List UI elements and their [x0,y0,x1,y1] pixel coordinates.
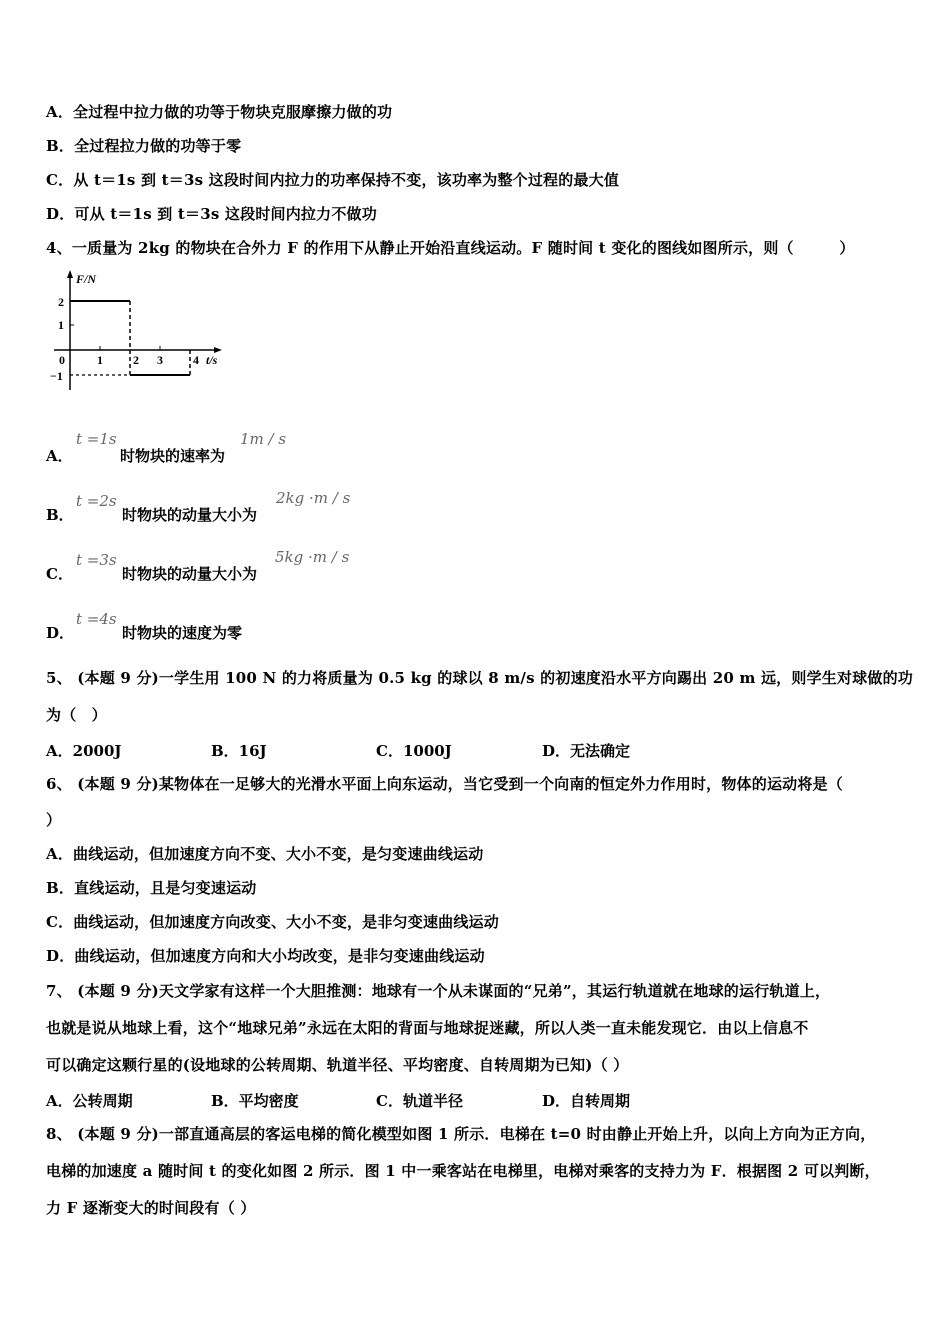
q7-option-d: D．自转周期 [542,1092,631,1110]
y-axis-label: F/N [76,272,97,286]
q5-stem-line1: 5、 (本题 9 分)一学生用 100 N 的力将质量为 0.5 kg 的球以 8 m/s 的初速度沿水平方向踢出 20 m 远，则学生对球做的功 [46,669,913,687]
q4-stem: 4、一质量为 2kg 的物块在合外力 F 的作用下从静止开始沿直线运动。F 随时间 t 变化的图线如图所示，则（ ） [46,239,855,257]
q4-option-a-math-time: t =1s [76,430,117,448]
q3-option-c: C．从 t＝1s 到 t＝3s 这段时间内拉力的功率保持不变，该功率为整个过程的最大值 [46,171,620,189]
y-axis-arrow [67,270,73,278]
q5-stem-line2: 为（ ） [46,706,107,724]
q4-option-b-text: 时物块的动量大小为 [122,506,258,524]
q6-option-a: A．曲线运动，但加速度方向不变、大小不变，是匀变速曲线运动 [46,845,484,863]
y-tick-label-neg1: −1 [50,369,63,383]
q8-stem-line2: 电梯的加速度 a 随时间 t 的变化如图 2 所示．图 1 中一乘客站在电梯里，电梯对乘客的支持力为 F．根据图 2 可以判断， [46,1162,880,1180]
q4-option-a-math-value: 1m / s [240,430,287,448]
q8-stem-line1: 8、 (本题 9 分)一部直通高层的客运电梯的简化模型如图 1 所示．电梯在 t=0 时由静止开始上升，以向上方向为正方向， [46,1125,876,1143]
q6-stem-line2: ） [46,811,62,829]
x-tick-label-1: 1 [97,353,103,367]
q5-options [46,740,906,760]
q6-stem-line1: 6、 (本题 9 分)某物体在一足够大的光滑水平面上向东运动，当它受到一个向南的恒定外力作用时，物体的运动将是（ [46,775,843,793]
q7-stem-line1: 7、 (本题 9 分)天文学家有这样一个大胆推测：地球有一个从未谋面的“兄弟”，其运行轨道就在地球的运行轨道上， [46,982,831,1000]
q4-option-b-math-value: 2kg ·m / s [276,489,351,507]
q6-option-b: B．直线运动，且是匀变速运动 [46,879,257,897]
q5-option-a: A．2000J [46,742,122,760]
q5-option-d: D．无法确定 [542,742,631,760]
q4-option-d-text: 时物块的速度为零 [122,624,243,642]
q4-option-c-math-value: 5kg ·m / s [275,548,350,566]
q4-option-c-label: C． [46,565,73,583]
q3-option-d: D．可从 t＝1s 到 t＝3s 这段时间内拉力不做功 [46,205,377,223]
q5-option-b: B．16J [211,742,267,760]
q6-option-c: C．曲线运动，但加速度方向改变、大小不变，是非匀变速曲线运动 [46,913,499,931]
q7-stem-line2: 也就是说从地球上看，这个“地球兄弟”永远在太阳的背面与地球捉迷藏，所以人类一直未能发现它．由以上信息不 [46,1019,809,1037]
origin-label: 0 [59,353,65,367]
q7-option-b: B．平均密度 [211,1092,299,1110]
x-tick-label-3: 3 [157,353,163,367]
q7-option-a: A．公转周期 [46,1092,133,1110]
q4-option-d-math-time: t =4s [76,610,117,628]
q7-option-c: C．轨道半径 [376,1092,463,1110]
q4-option-c-text: 时物块的动量大小为 [122,565,258,583]
q3-option-b: B．全过程拉力做的功等于零 [46,137,242,155]
q8-stem-line3: 力 F 逐渐变大的时间段有（ ） [46,1199,256,1217]
q5-option-c: C．1000J [376,742,452,760]
q4-option-a-label: A． [46,447,73,465]
q4-option-a [46,430,446,470]
q6-option-d: D．曲线运动，但加速度方向和大小均改变，是非匀变速曲线运动 [46,947,485,965]
q4-option-c [46,548,446,588]
q7-stem-line3: 可以确定这颗行星的(设地球的公转周期、轨道半径、平均密度、自转周期为已知)（ ） [46,1056,629,1074]
x-tick-label-2: 2 [133,353,139,367]
force-time-graph [46,268,236,394]
y-tick-label-2: 2 [58,295,64,309]
q4-option-a-text: 时物块的速率为 [120,447,226,465]
q4-option-c-math-time: t =3s [76,551,117,569]
q3-option-a: A．全过程中拉力做的功等于物块克服摩擦力做的功 [46,103,393,121]
q7-options [46,1090,906,1110]
x-axis-label: t/s [206,353,218,367]
y-tick-label-1: 1 [58,318,64,332]
q4-option-d-label: D． [46,624,75,642]
q4-option-b-label: B． [46,506,74,524]
x-tick-label-4: 4 [193,353,199,367]
q4-option-b-math-time: t =2s [76,492,117,510]
q4-option-d [46,607,446,647]
q4-option-b [46,489,446,529]
